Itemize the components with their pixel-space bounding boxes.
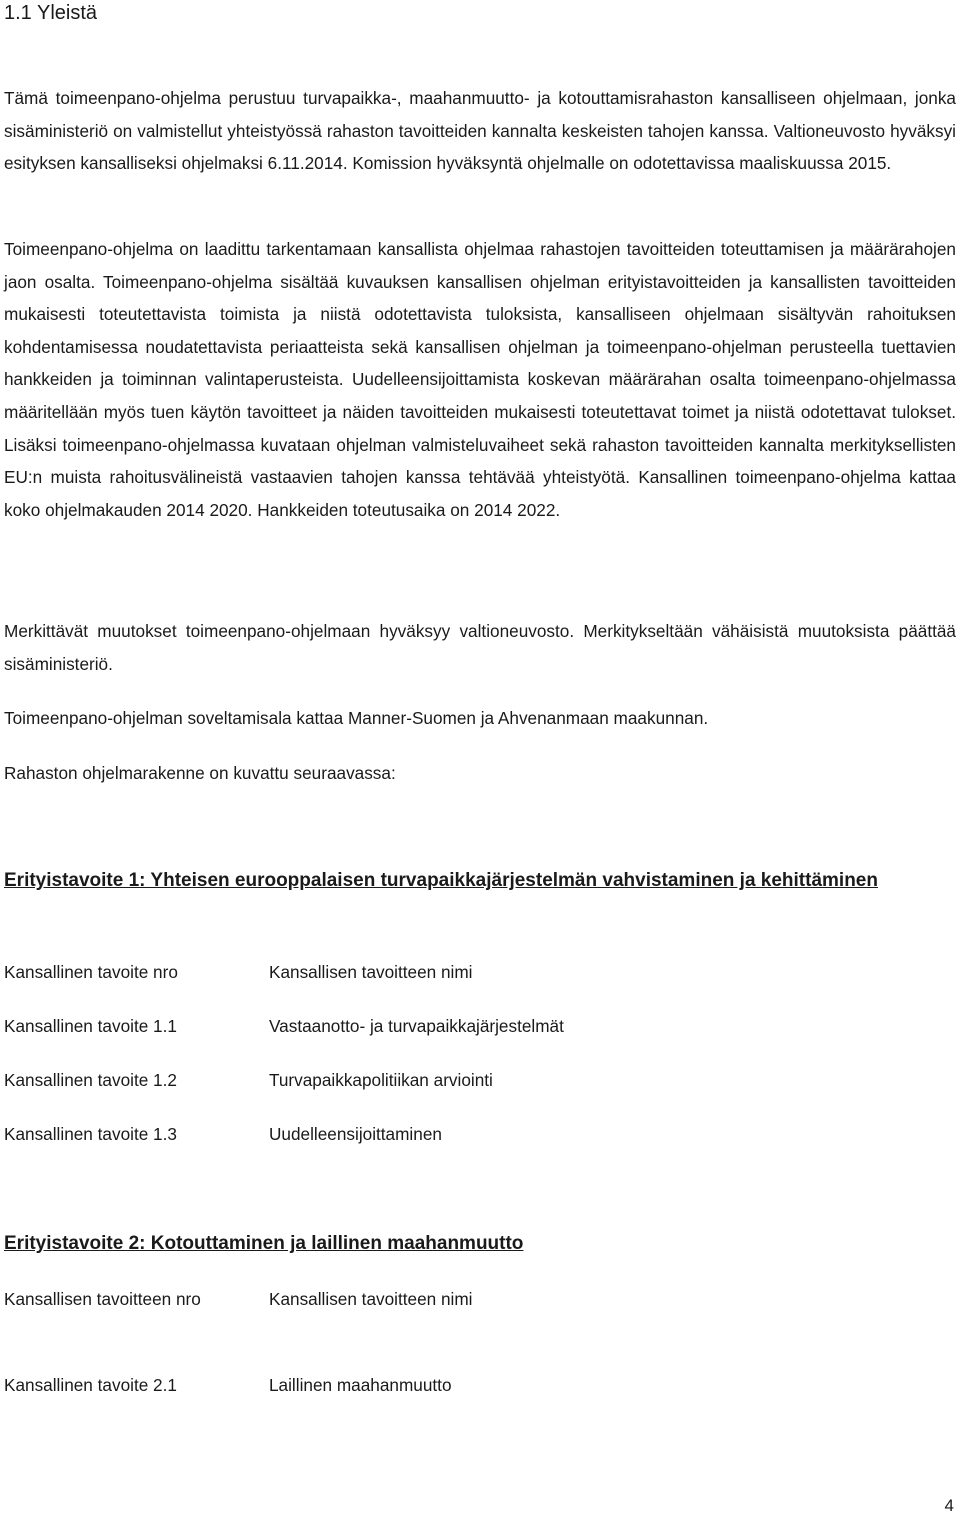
objective-name: Vastaanotto- ja turvapaikkajärjestelmät — [269, 1016, 564, 1036]
header-number: Kansallinen tavoite nro — [4, 962, 178, 982]
objective-number: Kansallinen tavoite 1.1 — [4, 1016, 177, 1036]
page-number: 4 — [944, 1496, 954, 1515]
paragraph-changes: Merkittävät muutokset toimeenpano-ohjelmaan hyväksyy valtioneuvosto. Merkitykseltään vähäisistä muutoksista päättää sisäministeriö. — [4, 621, 956, 674]
specific-objective-2-title: Erityistavoite 2: Kotouttaminen ja laillinen maahanmuutto — [4, 1233, 524, 1254]
header-name: Kansallisen tavoitteen nimi — [269, 962, 473, 982]
objective-number: Kansallinen tavoite 1.2 — [4, 1070, 177, 1090]
paragraph-intro: Tämä toimeenpano-ohjelma perustuu turvapaikka-, maahanmuutto- ja kotouttamisrahaston kansalliseen ohjelmaan, jonka sisäministeriö on valmistellut yhteistyössä rahaston tavoitteiden kannalta keskeisten tahojen kanssa. Valtioneuvosto hyväksyi esityksen kansalliseksi ohjelmaksi 6.11.2014. Komission hyväksyntä ohjelmalle on odotettavissa maaliskuussa 2015. — [4, 88, 956, 174]
header-name: Kansallisen tavoitteen nimi — [269, 1289, 473, 1309]
objective-number: Kansallinen tavoite 2.1 — [4, 1375, 177, 1395]
paragraph-program-description: Toimeenpano-ohjelma on laadittu tarkentamaan kansallista ohjelmaa rahastojen tavoitteiden toteuttamisen ja määrärahojen jaon osalta. Toimeenpano-ohjelma sisältää kuvauksen kansallisen ohjelman erityistavoitteiden ja kansallisten tavoitteiden mukaisesti toteutettavista toimista ja niistä odotettavista tuloksista, kansalliseen ohjelmaan sisältyvän rahoituksen kohdentamisessa noudatettavista periaatteista sekä kansallisen ohjelman ja toimeenpano-ohjelman perusteella tuettavien hankkeiden ja toiminnan valintaperusteista. Uudelleensijoittamista koskevan määrärahan osalta toimeenpano-ohjelmassa määritellään myös tuen käytön tavoitteet ja näiden tavoitteiden mukaisesti toteutettavat toimet ja niistä odotettavat tulokset. Lisäksi toimeenpano-ohjelmassa kuvataan ohjelman valmisteluvaiheet sekä rahaston tavoitteiden kannalta merkityksellisten EU:n muista rahoitusvälineistä vastaavien tahojen kanssa tehtävää yhteistyötä. Kansallinen toimeenpano-ohjelma kattaa koko ohjelmakauden 2014 2020. Hankkeiden toteutusaika on 2014 2022. — [4, 239, 956, 520]
objective-name: Uudelleensijoittaminen — [269, 1124, 442, 1144]
header-number: Kansallisen tavoitteen nro — [4, 1289, 201, 1309]
objective-name: Laillinen maahanmuutto — [269, 1375, 452, 1395]
section-heading: 1.1 Yleistä — [4, 2, 98, 24]
objective-number: Kansallinen tavoite 1.3 — [4, 1124, 177, 1144]
paragraph-structure: Rahaston ohjelmarakenne on kuvattu seuraavassa: — [4, 763, 396, 783]
specific-objective-1-title: Erityistavoite 1: Yhteisen eurooppalaisen turvapaikkajärjestelmän vahvistaminen ja kehittäminen — [4, 870, 878, 891]
paragraph-scope: Toimeenpano-ohjelman soveltamisala kattaa Manner-Suomen ja Ahvenanmaan maakunnan. — [4, 708, 709, 728]
objective-name: Turvapaikkapolitiikan arviointi — [269, 1070, 493, 1090]
